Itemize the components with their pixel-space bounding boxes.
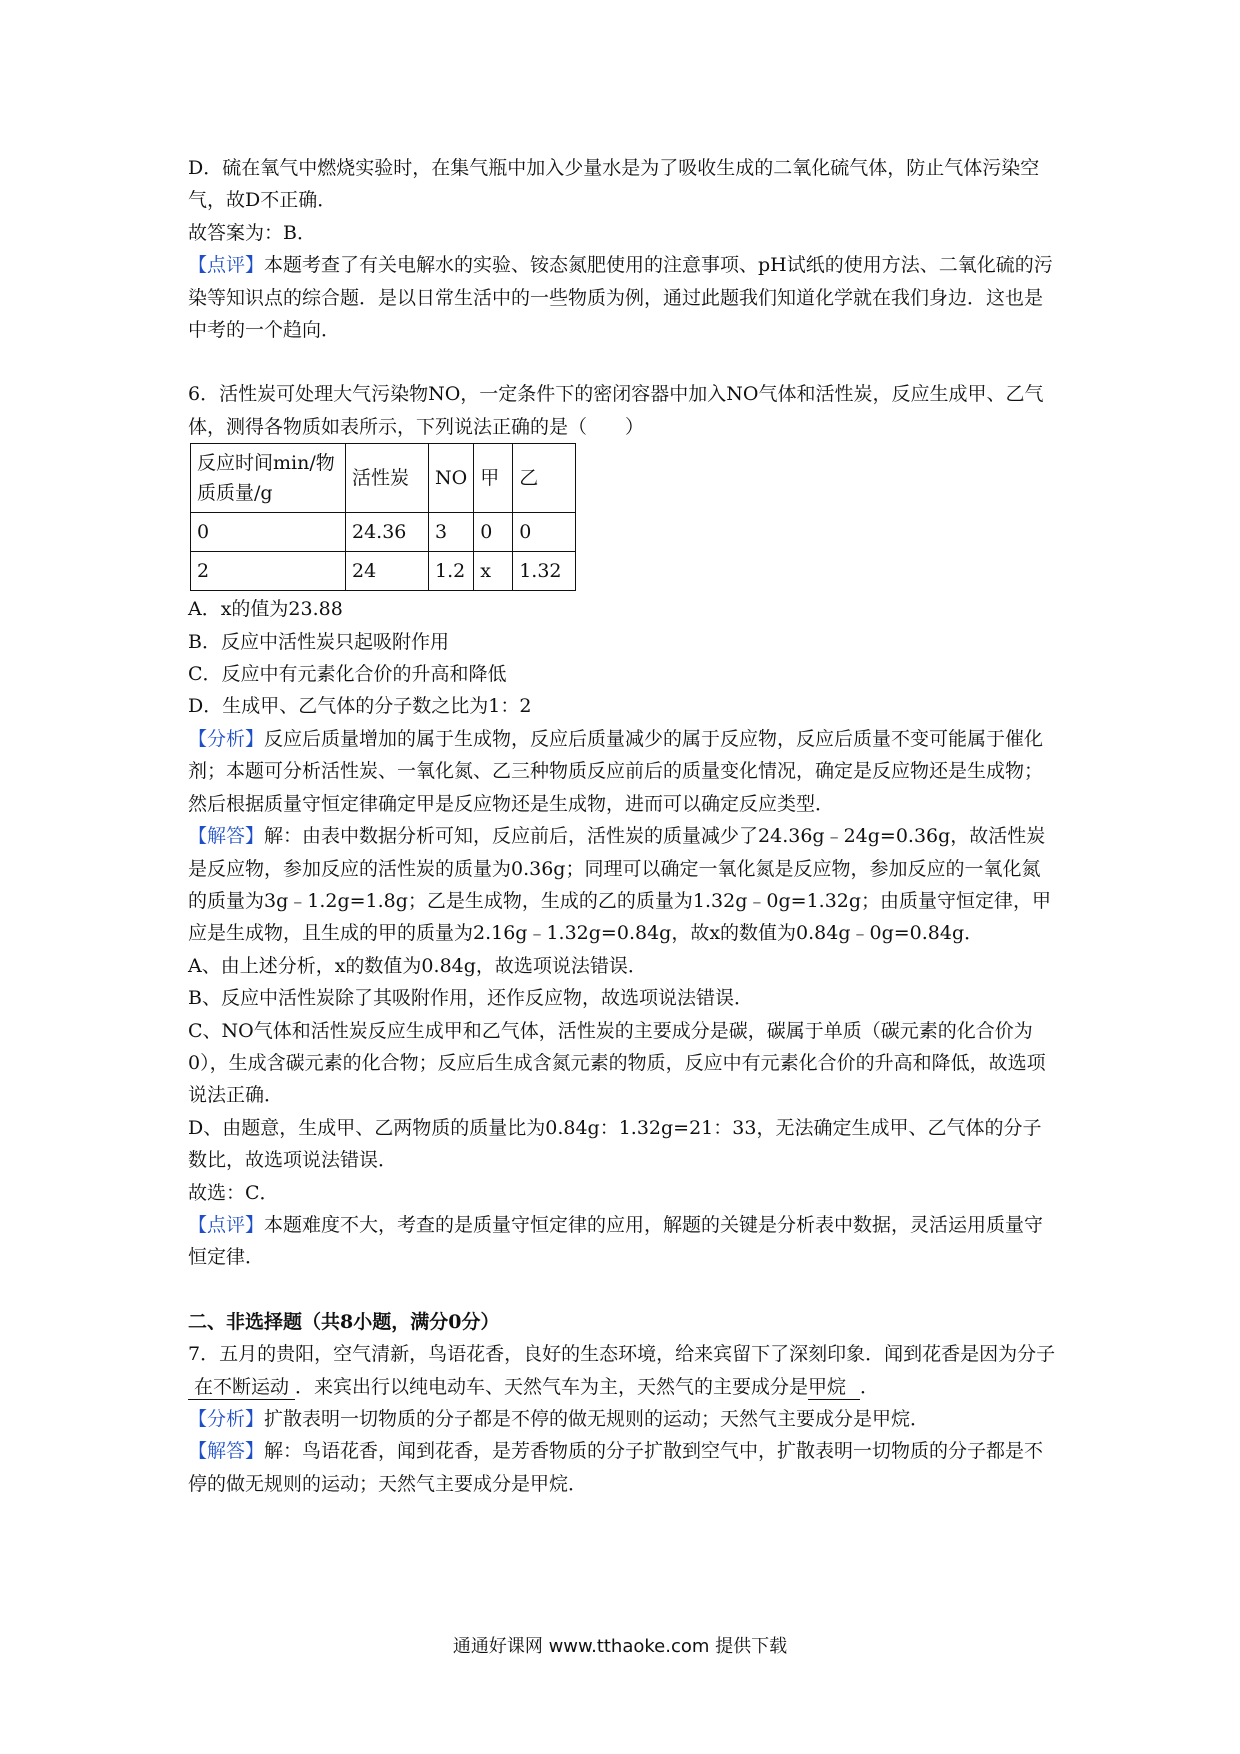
document-body bbox=[188, 152, 1058, 1500]
solution-text: 解：鸟语花香，闻到花香，是芳香物质的分子扩散到空气中，扩散表明一切物质的分子都是不停的做无规则的运动；天然气主要成分是甲烷． bbox=[188, 1440, 1044, 1495]
table-cell: 0 bbox=[191, 513, 346, 552]
q6-explanation-a: A、由上述分析，x的数值为0.84g，故选项说法错误． bbox=[188, 954, 647, 977]
table-cell: 24.36 bbox=[346, 513, 429, 552]
table-header-cell: 甲 bbox=[474, 444, 513, 513]
solution-tag: 【解答】 bbox=[188, 825, 265, 848]
q6-explanation-c: C、NO气体和活性炭反应生成甲和乙气体，活性炭的主要成分是碳，碳属于单质（碳元素的化合价为0），生成含碳元素的化合物；反应后生成含氮元素的物质，反应中有元素化合价的升高和降低，故选项说法正确． bbox=[188, 1019, 1046, 1107]
table-cell: 0 bbox=[474, 513, 513, 552]
table-cell: x bbox=[474, 552, 513, 591]
review-tag: 【点评】 bbox=[188, 1213, 265, 1236]
q6-analysis bbox=[188, 723, 1058, 820]
review-text: 本题难度不大，考查的是质量守恒定律的应用，解题的关键是分析表中数据，灵活运用质量守恒定律． bbox=[188, 1213, 1044, 1269]
q5-answer: 故答案为：B． bbox=[188, 221, 316, 244]
q6-review bbox=[188, 1209, 1058, 1274]
q7-analysis bbox=[188, 1403, 1058, 1435]
review-tag: 【点评】 bbox=[188, 254, 265, 277]
q6-explanation-d: D、由题意，生成甲、乙两物质的质量比为0.84g：1.32g=21：33，无法确定生成甲、乙气体的分子数比，故选项说法错误． bbox=[188, 1116, 1042, 1172]
q6-stem: 6．活性炭可处理大气污染物NO，一定条件下的密闭容器中加入NO气体和活性炭，反应生成甲、乙气体，测得各物质如表所示，下列说法正确的是（ ） bbox=[188, 383, 1044, 438]
q6-option-b: B．反应中活性炭只起吸附作用 bbox=[188, 630, 449, 653]
table-header-row bbox=[191, 444, 576, 513]
table-cell: 1.2 bbox=[429, 552, 474, 591]
table-cell: 2 bbox=[191, 552, 346, 591]
table-header-cell: NO bbox=[429, 444, 474, 513]
table-cell: 1.32 bbox=[513, 552, 576, 591]
table-header-cell: 活性炭 bbox=[346, 444, 429, 513]
q7-stem-part3: ． bbox=[860, 1375, 880, 1398]
q6-answer: 故选：C． bbox=[188, 1181, 279, 1204]
q7-stem bbox=[188, 1338, 1058, 1403]
table-header-cell: 乙 bbox=[513, 444, 576, 513]
solution-text: 解：由表中数据分析可知，反应前后，活性炭的质量减少了24.36g﹣24g=0.36g，故活性炭是反应物，参加反应的活性炭的质量为0.36g；同理可以确定一氧化氮是反应物，参加反应的一氧化氮的质量为3g﹣1.2g=1.8g；乙是生成物，生成的乙的质量为1.32g﹣0g=1.32g；由质量守恒定律，甲应是生成物，且生成的甲的质量为2.16g﹣1.32g=0.84g，故x的数值为0.84g﹣0g=0.84g． bbox=[188, 825, 1052, 945]
page-footer: 通通好课网 www.tthaoke.com 提供下载 bbox=[452, 1636, 788, 1657]
table-row bbox=[191, 513, 576, 552]
analysis-text: 反应后质量增加的属于生成物，反应后质量减少的属于反应物，反应后质量不变可能属于催化剂；本题可分析活性炭、一氧化氮、乙三种物质反应前后的质量变化情况，确定是反应物还是生成物；然后根据质量守恒定律确定甲是反应物还是生成物，进而可以确定反应类型． bbox=[188, 727, 1044, 815]
table-row bbox=[191, 552, 576, 591]
q6-data-table bbox=[190, 443, 576, 591]
q6-option-a: A．x的值为23.88 bbox=[188, 598, 343, 621]
q5-review bbox=[188, 249, 1058, 346]
q7-answer-blank-1: 在不断运动 bbox=[188, 1375, 295, 1400]
q6-solution bbox=[188, 820, 1058, 950]
q6-option-d: D．生成甲、乙气体的分子数之比为1：2 bbox=[188, 695, 532, 718]
review-text: 本题考查了有关电解水的实验、铵态氮肥使用的注意事项、pH试纸的使用方法、二氧化硫的污染等知识点的综合题．是以日常生活中的一些物质为例，通过此题我们知道化学就在我们身边．这也是中考的一个趋向． bbox=[188, 254, 1053, 342]
q5-option-d-explanation: D．硫在氧气中燃烧实验时，在集气瓶中加入少量水是为了吸收生成的二氧化硫气体，防止气体污染空气，故D不正确． bbox=[188, 157, 1040, 212]
q6-explanation-b: B、反应中活性炭除了其吸附作用，还作反应物，故选项说法错误． bbox=[188, 987, 753, 1010]
table-cell: 0 bbox=[513, 513, 576, 552]
q7-answer-blank-2: 甲烷 bbox=[808, 1375, 860, 1400]
table-cell: 24 bbox=[346, 552, 429, 591]
table-header-cell: 反应时间min/物质质量/g bbox=[191, 444, 346, 513]
q7-solution bbox=[188, 1435, 1058, 1500]
analysis-tag: 【分析】 bbox=[188, 727, 265, 750]
analysis-tag: 【分析】 bbox=[188, 1408, 265, 1430]
q7-stem-part1: 7．五月的贵阳，空气清新，鸟语花香，良好的生态环境，给来宾留下了深刻印象．闻到花香是因为分子 bbox=[188, 1343, 1056, 1366]
analysis-text: 扩散表明一切物质的分子都是不停的做无规则的运动；天然气主要成分是甲烷． bbox=[264, 1408, 930, 1430]
section-heading: 二、非选择题（共8小题，满分0分） bbox=[188, 1310, 500, 1333]
table-cell: 3 bbox=[429, 513, 474, 552]
solution-tag: 【解答】 bbox=[188, 1440, 265, 1463]
q7-stem-part2: ．来宾出行以纯电动车、天然气车为主，天然气的主要成分是 bbox=[295, 1375, 809, 1398]
q6-option-c: C．反应中有元素化合价的升高和降低 bbox=[188, 663, 507, 686]
